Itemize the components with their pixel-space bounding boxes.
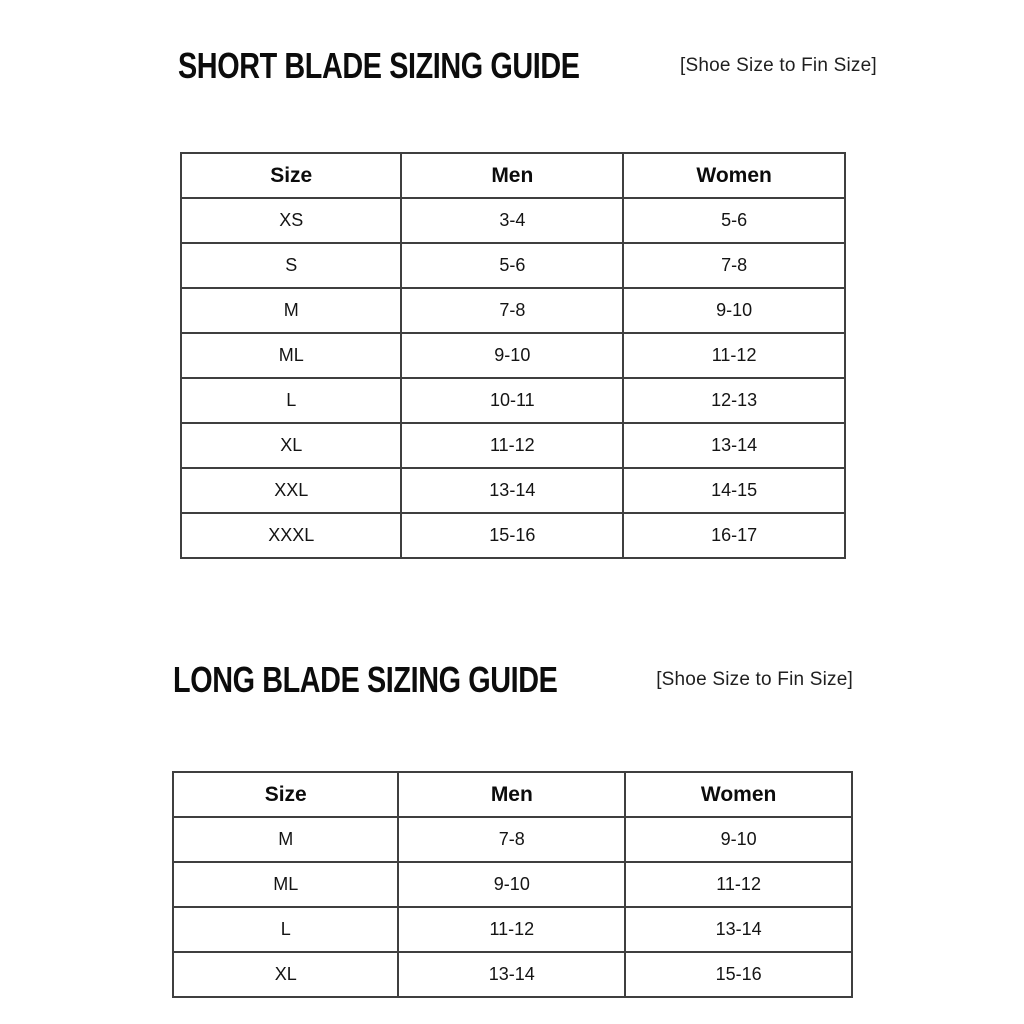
table-cell: 11-12 [625, 862, 852, 907]
table-cell: 11-12 [623, 333, 845, 378]
table-cell: 9-10 [623, 288, 845, 333]
column-header-women: Women [623, 153, 845, 198]
table-row [181, 423, 845, 468]
table-cell: 5-6 [623, 198, 845, 243]
short-blade-sizing-table [180, 152, 846, 559]
table-cell: 7-8 [401, 288, 623, 333]
table-row [173, 817, 852, 862]
short-blade-table-body [181, 198, 845, 558]
table-row [181, 378, 845, 423]
table-cell: L [181, 378, 401, 423]
table-row [181, 288, 845, 333]
short-blade-title: SHORT BLADE SIZING GUIDE [178, 45, 580, 86]
table-row [173, 952, 852, 997]
short-blade-subtitle: [Shoe Size to Fin Size] [680, 55, 877, 76]
table-cell: 5-6 [401, 243, 623, 288]
table-cell: 13-14 [623, 423, 845, 468]
table-cell: 13-14 [625, 907, 852, 952]
table-row [181, 333, 845, 378]
table-cell: 3-4 [401, 198, 623, 243]
column-header-men: Men [401, 153, 623, 198]
table-cell: XL [181, 423, 401, 468]
short-blade-section-header [178, 44, 877, 88]
table-cell: 13-14 [401, 468, 623, 513]
table-cell: 16-17 [623, 513, 845, 558]
table-row [181, 243, 845, 288]
table-cell: ML [173, 862, 398, 907]
table-cell: XS [181, 198, 401, 243]
long-blade-table-header [173, 772, 852, 817]
table-cell: XL [173, 952, 398, 997]
column-header-size: Size [173, 772, 398, 817]
long-blade-title: LONG BLADE SIZING GUIDE [173, 659, 558, 700]
long-blade-section-header [173, 658, 853, 702]
long-blade-sizing-table [172, 771, 853, 998]
table-cell: 13-14 [398, 952, 625, 997]
table-cell: 9-10 [398, 862, 625, 907]
table-cell: M [173, 817, 398, 862]
long-blade-table-body [173, 817, 852, 997]
table-cell: 7-8 [398, 817, 625, 862]
table-header-row [173, 772, 852, 817]
table-cell: ML [181, 333, 401, 378]
table-row [181, 513, 845, 558]
table-cell: 9-10 [401, 333, 623, 378]
table-cell: 10-11 [401, 378, 623, 423]
table-header-row [181, 153, 845, 198]
table-row [173, 907, 852, 952]
table-cell: 11-12 [401, 423, 623, 468]
table-cell: 12-13 [623, 378, 845, 423]
column-header-women: Women [625, 772, 852, 817]
table-cell: 11-12 [398, 907, 625, 952]
short-blade-table-header [181, 153, 845, 198]
table-row [181, 468, 845, 513]
column-header-men: Men [398, 772, 625, 817]
table-cell: 14-15 [623, 468, 845, 513]
table-cell: 15-16 [625, 952, 852, 997]
long-blade-subtitle: [Shoe Size to Fin Size] [656, 669, 853, 690]
table-cell: L [173, 907, 398, 952]
table-cell: XXXL [181, 513, 401, 558]
table-row [181, 198, 845, 243]
table-cell: XXL [181, 468, 401, 513]
table-cell: 15-16 [401, 513, 623, 558]
table-row [173, 862, 852, 907]
table-cell: M [181, 288, 401, 333]
table-cell: 7-8 [623, 243, 845, 288]
table-cell: 9-10 [625, 817, 852, 862]
table-cell: S [181, 243, 401, 288]
column-header-size: Size [181, 153, 401, 198]
